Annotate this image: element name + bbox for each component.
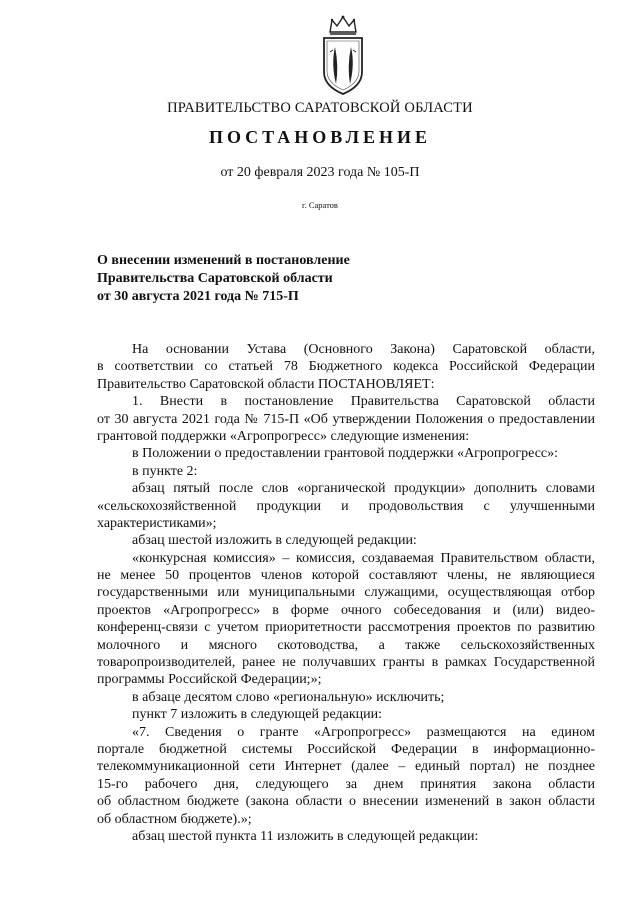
body-line: Правительство Саратовской области ПОСТАНОВЛЯЕТ: — [97, 376, 435, 392]
document-city: г. Саратов — [302, 200, 338, 210]
document-type: ПОСТАНОВЛЕНИЕ — [208, 127, 432, 147]
body-line: в пункте 2: — [132, 463, 198, 479]
body-line: программы Российской Федерации;»; — [97, 672, 322, 688]
coat-of-arms-icon — [318, 14, 368, 96]
body-line: «сельскохозяйственной продукции и продовольствия с улучшенными — [97, 498, 595, 514]
body-line: от 30 августа 2021 года № 715-П «Об утверждении Положения о предоставлении — [97, 411, 595, 427]
body-line: пункт 7 изложить в следующей редакции: — [132, 707, 382, 723]
body-line: телекоммуникационной сети Интернет (далее – единый портал) не позднее — [97, 759, 595, 775]
body-line: об областном бюджете).»; — [97, 811, 252, 827]
body-line: в соответствии со статьей 78 Бюджетного кодекса Российской Федерации — [97, 359, 595, 375]
document-date-number: от 20 февраля 2023 года № 105-П — [220, 165, 420, 180]
body-line: в Положении о предоставлении грантовой поддержки «Агропрогресс»: — [132, 446, 559, 462]
body-line: не менее 50 процентов членов которой составляют члены, не являющиеся — [97, 568, 595, 584]
body-line: абзац шестой пункта 11 изложить в следующей редакции: — [132, 828, 479, 844]
body-line: грантовой поддержки «Агропрогресс» следующие изменения: — [97, 428, 470, 444]
document-subject — [97, 252, 350, 306]
body-line: характеристиками»; — [97, 515, 217, 531]
government-name: ПРАВИТЕЛЬСТВО САРАТОВСКОЙ ОБЛАСТИ — [167, 100, 473, 116]
subject-line: от 30 августа 2021 года № 715-П — [97, 289, 299, 304]
body-line: 15-го рабочего дня, следующего за днем принятия закона области — [97, 776, 595, 792]
body-line: портале бюджетной системы Российской Федерации в информационно- — [97, 741, 595, 757]
subject-line: Правительства Саратовской области — [97, 271, 333, 286]
document-body — [97, 341, 595, 845]
body-line: На основании Устава (Основного Закона) Саратовской области, — [132, 342, 595, 357]
body-line: проектов «Агропрогресс» в форме очного собеседования и (или) видео- — [97, 602, 595, 618]
body-line: государственными или муниципальными служащими, осуществляющая отбор — [97, 585, 595, 601]
body-line: молочного и мясного скотоводства, а также сельскохозяйственных — [97, 637, 595, 653]
body-line: в абзаце десятом слово «региональную» исключить; — [132, 689, 445, 705]
subject-line: О внесении изменений в постановление — [97, 253, 350, 268]
body-line: товаропроизводителей, ранее не получавших гранты в рамках Государственной — [97, 655, 595, 671]
body-line: «конкурсная комиссия» – комиссия, создаваемая Правительством области, — [132, 550, 595, 566]
body-line: 1. Внести в постановление Правительства Саратовской области — [132, 394, 595, 410]
body-line: абзац шестой изложить в следующей редакции: — [132, 533, 417, 549]
body-line: абзац пятый после слов «органической продукции» дополнить словами — [132, 481, 595, 497]
body-line: конференц-связи с учетом приоритетности рассмотрения проектов по развитию — [97, 620, 595, 636]
body-line: об областном бюджете (закона области о внесении изменений в закон области — [97, 794, 595, 810]
body-line: «7. Сведения о гранте «Агропрогресс» размещаются на едином — [132, 724, 595, 740]
